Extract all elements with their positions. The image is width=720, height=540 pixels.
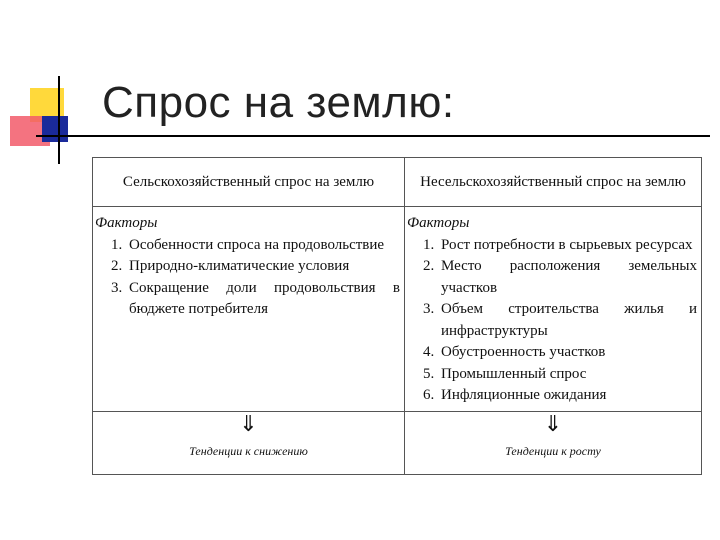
list-item: 1. Особенности спроса на продовольствие (126, 235, 400, 257)
left-factors-list (95, 235, 400, 321)
decor-vertical-line (58, 76, 60, 164)
right-tendency: Тенденции к росту (405, 438, 702, 475)
header-nonagricultural: Несельскохозяйственный спрос на землю (405, 158, 702, 207)
demand-table (92, 157, 702, 475)
list-item: 2. Место расположения земельных участков (438, 256, 697, 299)
left-down-arrow-icon: ⇓ (93, 411, 405, 438)
right-factors-label: Факторы (407, 215, 470, 231)
left-tendency: Тенденции к снижению (93, 438, 405, 475)
list-item: 3. Объем строительства жилья и инфраструктуры (438, 299, 697, 342)
list-item: 6. Инфляционные ожидания (438, 385, 697, 407)
decor-blue-square (42, 116, 68, 142)
list-item: 3. Сокращение доли продовольствия в бюджете потребителя (126, 278, 400, 321)
right-factors-cell (405, 207, 702, 412)
slide-title: Спрос на землю: (102, 78, 455, 127)
left-factors-cell (93, 207, 405, 412)
list-item: 2. Природно-климатические условия (126, 256, 400, 278)
left-factors-label: Факторы (95, 215, 158, 231)
list-item: 4. Обустроенность участков (438, 342, 697, 364)
list-item: 5. Промышленный спрос (438, 364, 697, 386)
list-item: 1. Рост потребности в сырьевых ресурсах (438, 235, 697, 257)
header-agricultural: Сельскохозяйственный спрос на землю (93, 158, 405, 207)
right-down-arrow-icon: ⇓ (405, 411, 702, 438)
right-factors-list (407, 235, 697, 407)
title-underline (36, 135, 710, 137)
